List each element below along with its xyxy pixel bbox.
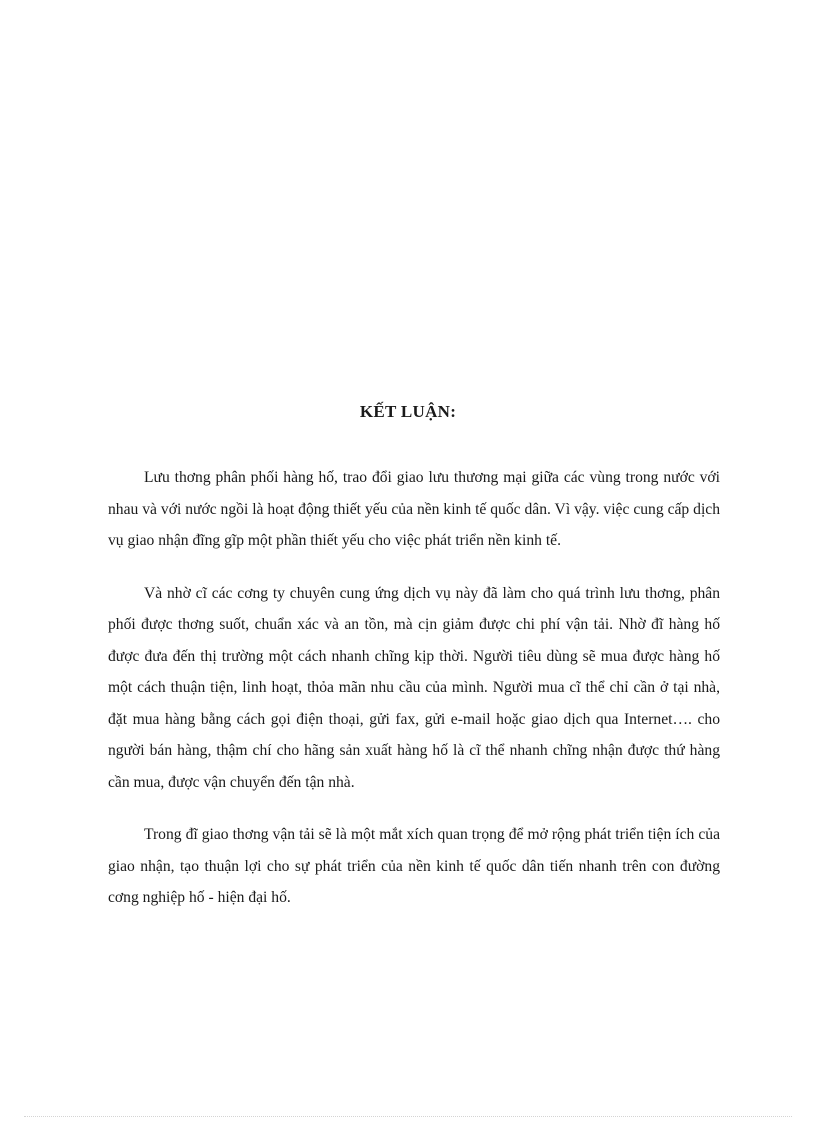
page-bottom-rule: [24, 1116, 792, 1117]
paragraph-1: Lưu thơng phân phối hàng hố, trao đổi giao lưu thương mại giữa các vùng trong nước với nhau và với nước ngồi là hoạt động thiết yếu của nền kinh tế quốc dân. Vì vậy. việc cung cấp dịch vụ giao nhận đĩng gĩp một phần thiết yếu cho việc phát triển nền kinh tế.: [108, 469, 720, 549]
paragraph-3: Trong đĩ giao thơng vận tải sẽ là một mắt xích quan trọng để mở rộng phát triển tiện ích của giao nhận, tạo thuận lợi cho sự phát triển của nền kinh tế quốc dân tiến nhanh trên con đường cơng nghiệp hố - hiện đại hố.: [108, 826, 720, 906]
body-text: [108, 462, 720, 914]
section-title: KẾT LUẬN:: [359, 402, 457, 421]
paragraph-2: Và nhờ cĩ các cơng ty chuyên cung ứng dịch vụ này đã làm cho quá trình lưu thơng, phân phối được thơng suốt, chuẩn xác và an tồn, mà cịn giảm được chi phí vận tải. Nhờ đĩ hàng hố được đưa đến thị trường một cách nhanh chĩng kịp thời. Người tiêu dùng sẽ mua được hàng hố một cách thuận tiện, linh hoạt, thỏa mãn nhu cầu của mình. Người mua cĩ thể chỉ cần ở tại nhà, đặt mua hàng bằng cách gọi điện thoại, gửi fax, gửi e-mail hoặc giao dịch qua Internet…. cho người bán hàng, thậm chí cho hãng sản xuất hàng hố là cĩ thể nhanh chĩng nhận được thứ hàng cần mua, được vận chuyển đến tận nhà.: [108, 584, 720, 791]
